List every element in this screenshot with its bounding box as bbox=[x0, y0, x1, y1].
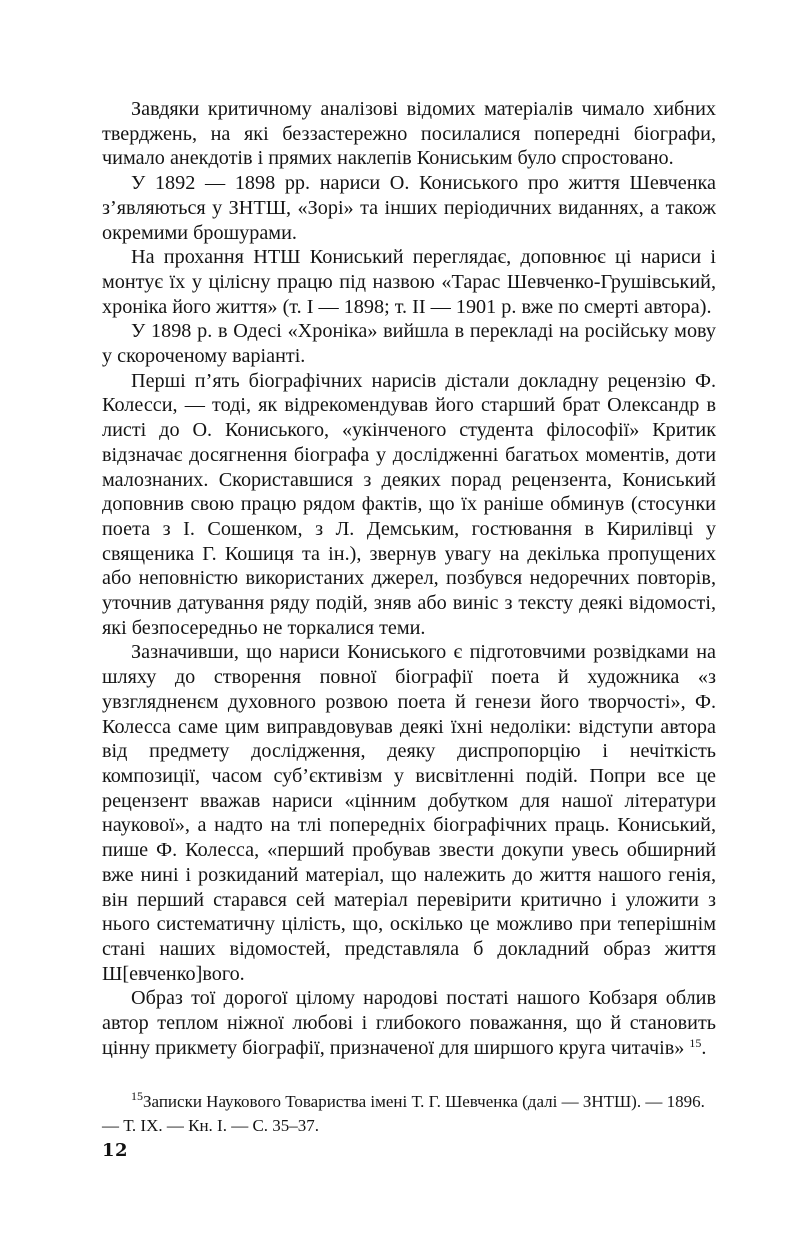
footnote-text: Записки Наукового Товариства імені Т. Г. Шевченка (далі — ЗНТШ). — 1896. — Т. IX. — Кн. I. — С. 35–37. bbox=[102, 1092, 705, 1136]
paragraph: Завдяки критичному аналізові відомих матеріалів чимало хибних тверджень, на які беззастережно посилалися попередні біографи, чимало анекдотів і прямих наклепів Кониським було спростовано. bbox=[102, 98, 716, 170]
paragraph: У 1892 — 1898 рр. нариси О. Кониського про життя Шевченка з’являються у ЗНТШ, «Зорі» та інших періодичних виданнях, а також окремими брошурами. bbox=[102, 172, 716, 244]
paragraph: Зазначивши, що нариси Кониського є підготовчими розвідками на шляху до створення повної біографії поета й художника «з увзглядненєм духовного розвою поета й генези його творчості», Ф. Колесса саме цим виправдовував деякі їхні недоліки: відступи автора від предмету дослідження, деяку диспропорцію і нечіткість композиції, часом суб’єктивізм у висвітленні подій. Попри все це рецензент вважав нариси «цінним добутком для нашої літератури наукової», а надто на тлі попередніх біографічних праць. Кониський, пише Ф. Колесса, «перший пробував звести докупи увесь обширний вже нині і розкиданий матеріал, що належить до життя нашого генія, він перший старався сей матеріал перевірити критично і уложити з нього систематичну цілість, що, оскілько це можливо при теперішнім стані наших відомостей, представляла б докладний образ життя Ш[евченко]вого. bbox=[102, 641, 716, 985]
footnote-reference[interactable]: 15 bbox=[689, 1035, 702, 1050]
footnote bbox=[102, 1090, 716, 1138]
paragraph: У 1898 р. в Одесі «Хроніка» вийшла в перекладі на російську мову у скороченому варіанті. bbox=[102, 320, 716, 368]
body-text bbox=[102, 97, 716, 1060]
paragraph-text: Образ тої дорогої цілому народові постаті нашого Кобзаря облив автор теплом ніжної любові і глибокого поважання, що й становить цінну прикмету біографії, призначеної для ширшого круга читачів» bbox=[102, 987, 716, 1059]
paragraph: На прохання НТШ Кониський переглядає, доповнює ці нариси і монтує їх у цілісну працю під назвою «Тарас Шевченко-Грушівський, хроніка його життя» (т. I — 1898; т. II — 1901 р. вже по смерті автора). bbox=[102, 246, 716, 318]
page-number: 12 bbox=[102, 1140, 129, 1161]
footnote-number: 15 bbox=[131, 1089, 143, 1104]
page-content bbox=[102, 97, 716, 1138]
paragraph: Перші п’ять біографічних нарисів дістали докладну рецензію Ф. Колесси, — тоді, як відрекомендував його старший брат Олександр в листі до О. Кониського, «укінченого студента філософії» Критик відзначає досягнення біографа у дослідженні багатьох моментів, доти малознаних. Скориставшися з деяких порад рецензента, Кониський доповнив свою працю рядом фактів, що їх раніше обминув (стосунки поета з І. Сошенком, з Л. Демським, гостювання в Кирилівці у священика Г. Кошиця та ін.), звернув увагу на декілька пропущених або неповністю використаних джерел, позбувся недоречних повторів, уточнив датування ряду подій, зняв або виніс з тексту деякі відомості, які безпосередньо не торкалися теми. bbox=[102, 369, 716, 639]
paragraph-last: Образ тої дорогої цілому народові постаті нашого Кобзаря облив автор теплом ніжної любові і глибокого поважання, що й становить цінну прикмету біографії, призначеної для ширшого круга читачів» $^{15}$. bbox=[102, 987, 716, 1059]
